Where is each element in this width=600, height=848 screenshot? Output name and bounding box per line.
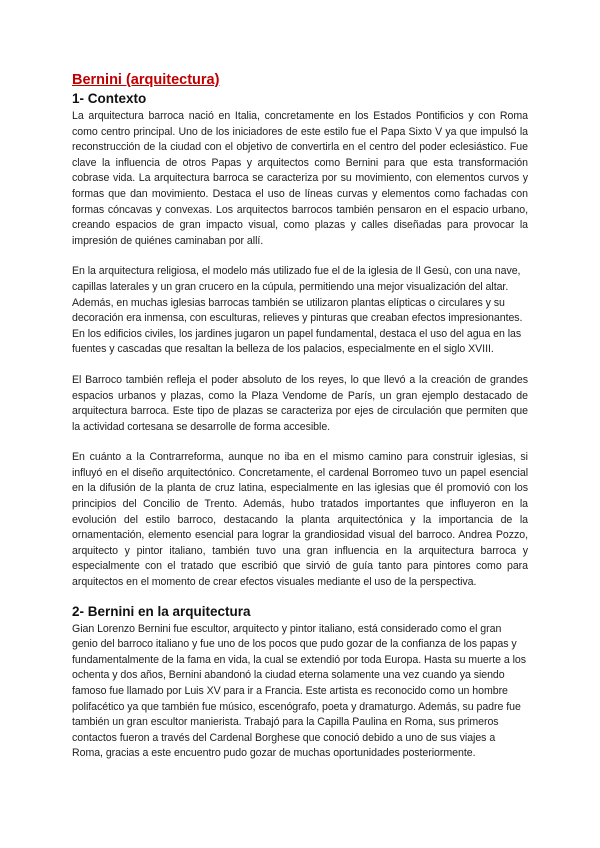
paragraph: En la arquitectura religiosa, el modelo más utilizado fue el de la iglesia de Il Gesù, con una nave, capillas laterales y un gran crucero en la cúpula, permitiendo una mejor visualización del altar. Además, en muchas iglesias barrocas también se utilizaron plantas elípticas o circulares y su decoración era inmensa, con esculturas, relieves y pinturas que creaban efectos impresionantes. En los edificios civiles, los jardines jugaron un papel fundamental, destaca el uso del agua en las fuentes y cascadas que resaltan la belleza de los palacios, especialmente en el siglo XVIII. xyxy=(72,265,523,356)
document-body xyxy=(72,71,528,762)
section-heading-contexto: 1- Contexto xyxy=(72,91,147,106)
paragraph: Gian Lorenzo Bernini fue escultor, arquitecto y pintor italiano, está considerado como el gran genio del barroco italiano y fue uno de los pocos que pudo gozar de la confianza de los papas y fundamentalmente de la fama en vida, la cual se extendió por toda Europa. Hasta su muerte a los ochenta y dos años, Bernini abandonó la ciudad eterna solamente una vez cuando ya siendo famoso fue llamado por Luis XV para ir a Francia. Este artista es reconocido como un hombre polifacético ya que también fue músico, escenógrafo, poeta y dramaturgo. Además, su padre fue también un gran escultor manierista. Trabajó para la Capilla Paulina en Roma, sus primeros contactos fueron a través del Cardenal Borghese que conoció debido a uno de sus viajes a Roma, gracias a este encuentro pudo gozar de muchas oportunidades posteriormente. xyxy=(72,622,526,760)
paragraph: La arquitectura barroca nació en Italia, concretamente en los Estados Pontificios y con Roma como centro principal. Uno de los iniciadores de este estilo fue el Papa Sixto V ya que impulsó la reconstrucción de la ciudad con el objetivo de convertirla en el centro del poder eclesiástico. Fue clave la influencia de otros Papas y arquitectos como Bernini para que esta transformación cobrase vida. La arquitectura barroca se caracteriza por su movimiento, con elementos curvos y formas que dan movimiento. Destaca el uso de líneas curvas y elementos como fachadas con formas cóncavas y convexas. Los arquitectos barrocos también pensaron en el espacio urbano, creando espacios de gran impacto visual, como plazas y calles diseñadas para provocar la impresión de quiénes caminaban por allí. xyxy=(72,110,528,247)
document-title: Bernini (arquitectura) xyxy=(72,72,220,88)
paragraph: En cuánto a la Contrarreforma, aunque no iba en el mismo camino para construir iglesias, si influyó en el diseño arquitectónico. Concretamente, el cardenal Borromeo tuvo un papel esencial en la difusión de la planta de cruz latina, especialmente en las iglesias que él promovió con los principios del Concilio de Trento. Además, hubo tratados importantes que influyeron en la evolución del estilo barroco, destacando la planta arquitectónica y la importancia de la ornamentación, elemento esencial para lograr la grandiosidad visual del barroco. Andrea Pozzo, arquitecto y pintor italiano, también tuvo una gran influencia en la arquitectura barroca y especialmente con el tratado que escribió que sirvió de guía tanto para pintores como para arquitectos en el momento de crear efectos visuales mediante el uso de la perspectiva. xyxy=(72,451,528,589)
paragraph: El Barroco también refleja el poder absoluto de los reyes, lo que llevó a la creación de grandes espacios urbanos y plazas, como la Plaza Vendome de París, un gran ejemplo destacado de arquitectura barroca. Este tipo de plazas se caracteriza por ejes de circulación que permiten que la actividad cortesana se desarrolle de forma accesible. xyxy=(72,373,528,433)
section-heading-bernini: 2- Bernini en la arquitectura xyxy=(72,603,251,619)
